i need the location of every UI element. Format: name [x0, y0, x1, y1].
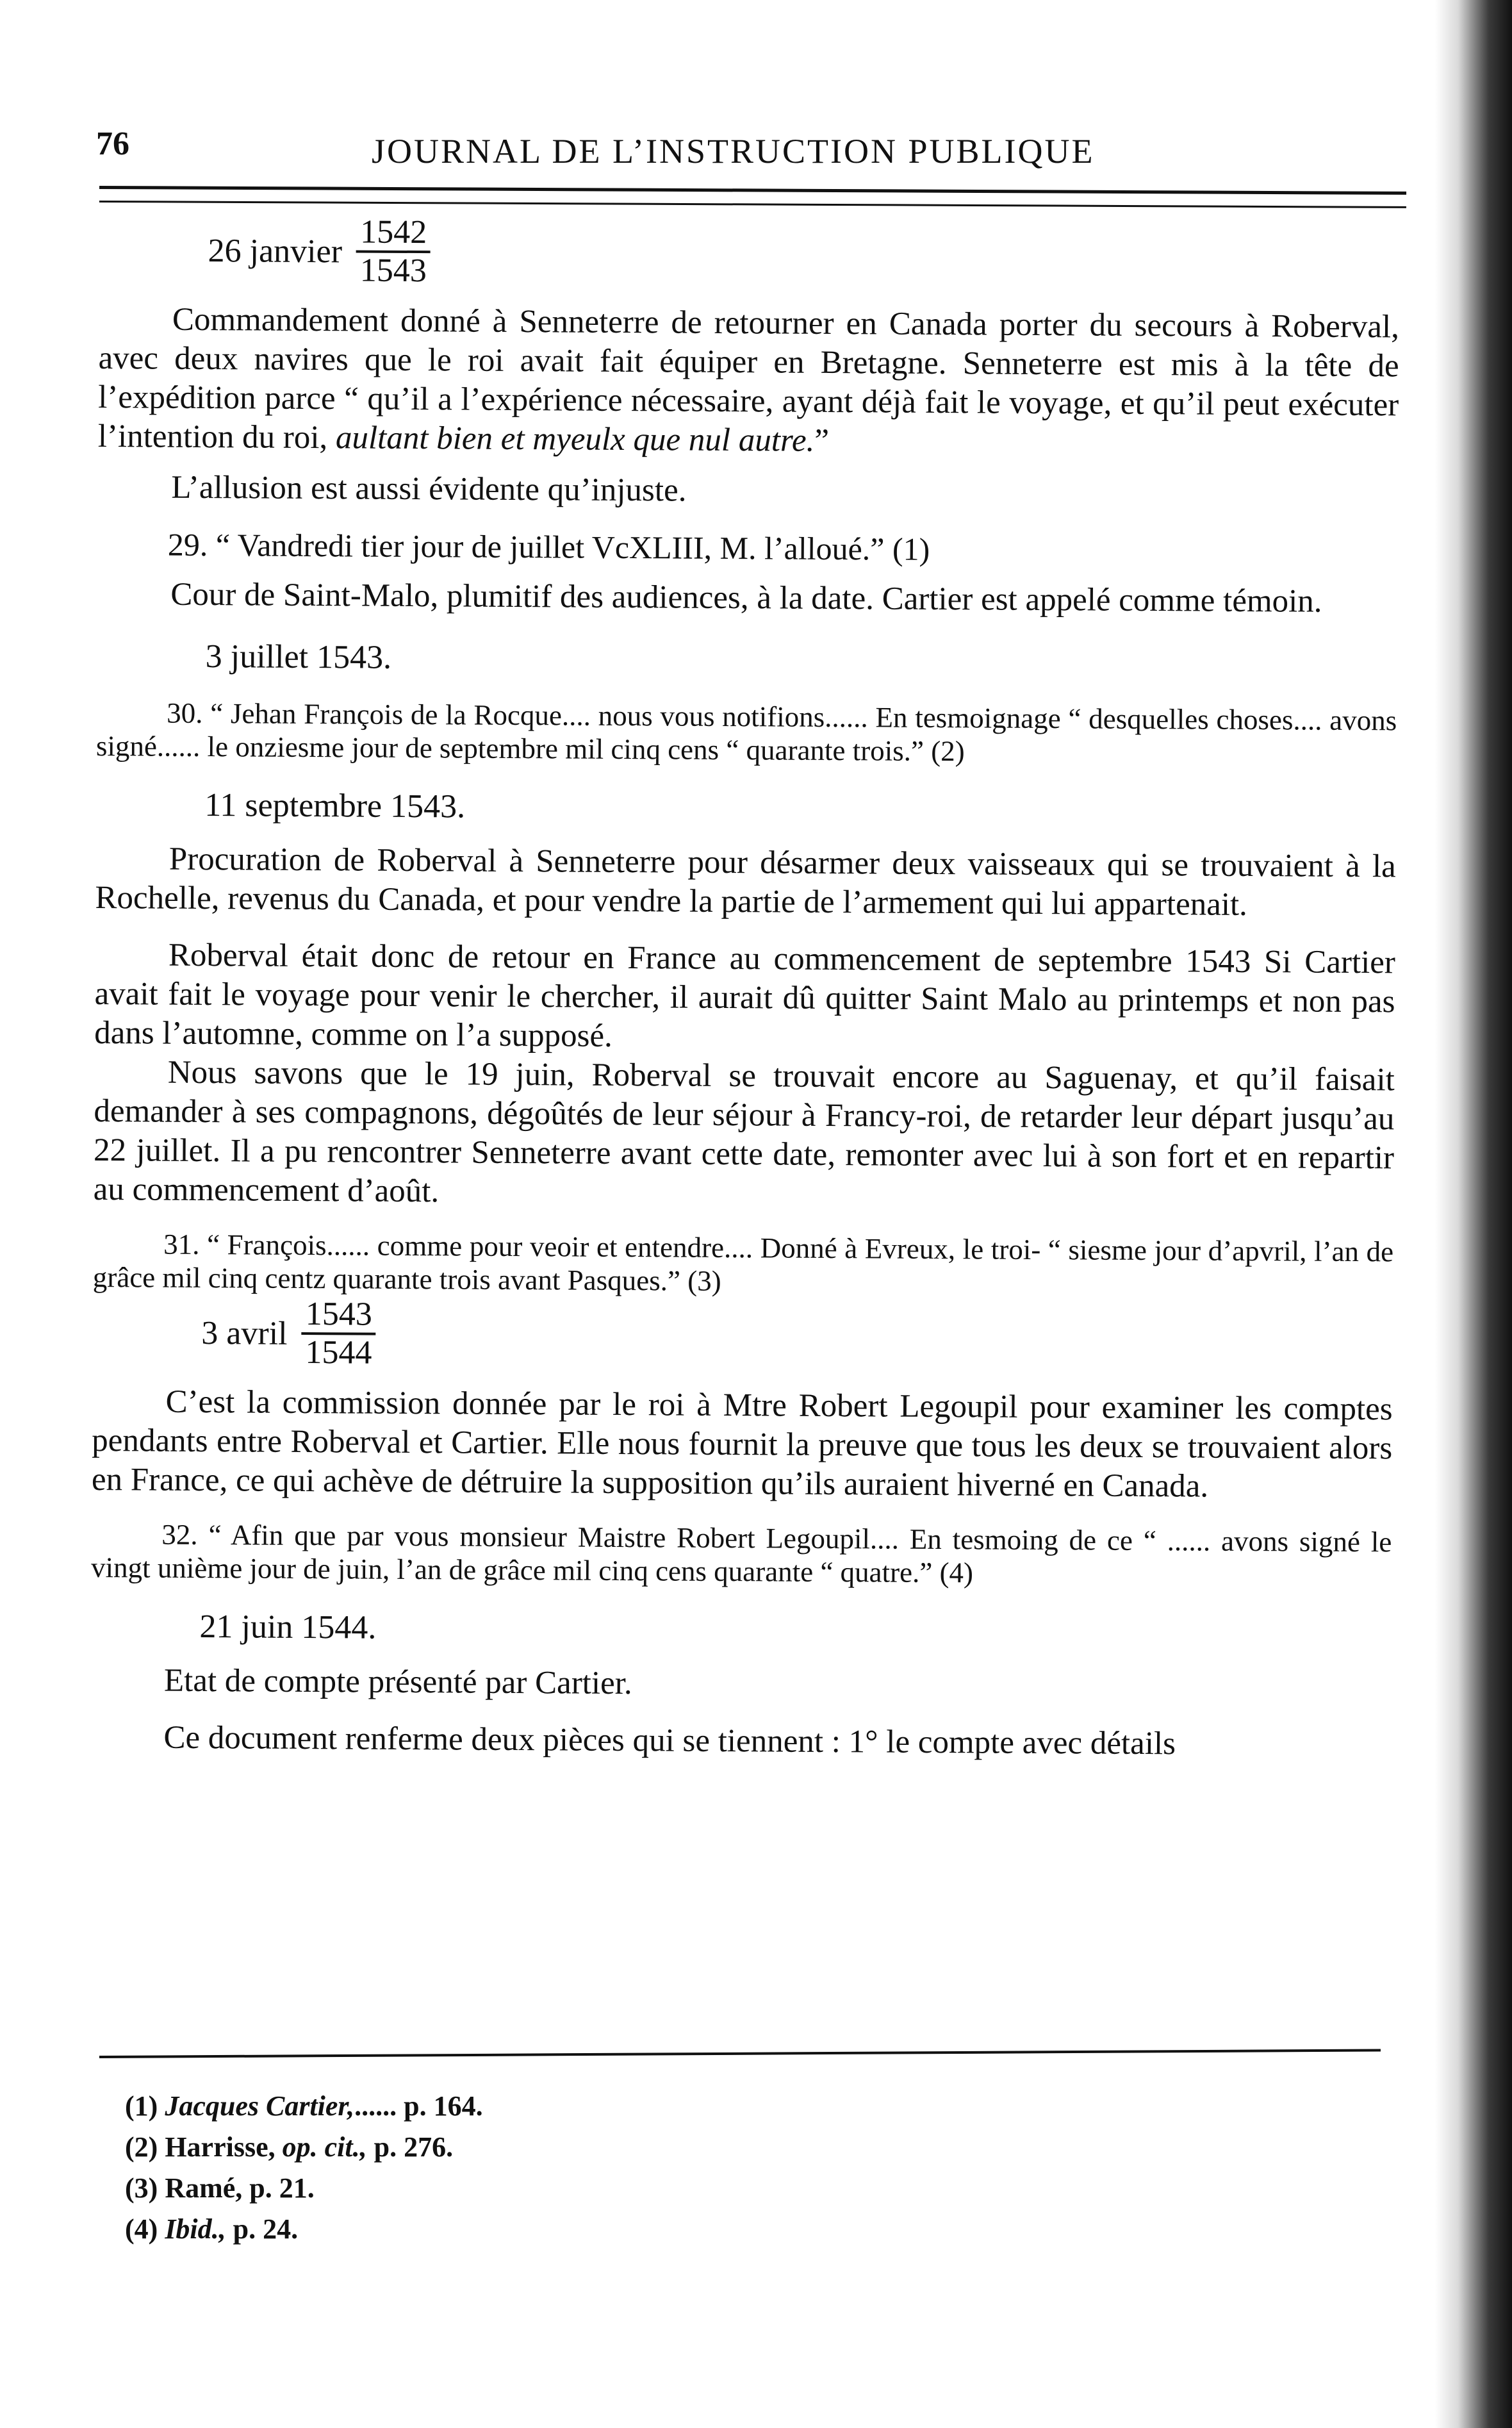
footnote-number: (1)	[125, 2090, 158, 2122]
date-text: 11 septembre 1543.	[204, 786, 466, 825]
document-citation-32: 32. “ Afin que par vous monsieur Maistre Robert Legoupil.... En tesmoing de ce “ ...... avons signé le vingt unième jour de juin, l’an de grâce mil cinq cens quarante “ quatre.” (4)	[90, 1518, 1392, 1589]
date-text: 21 juin 1544.	[199, 1608, 377, 1646]
body-text	[90, 211, 1400, 1765]
footnote-text: p. 24.	[233, 2213, 299, 2245]
date-heading	[199, 1604, 1391, 1656]
header-double-rule	[99, 186, 1406, 208]
footnote-italic: op. cit.,	[282, 2131, 367, 2163]
paragraph	[98, 300, 1399, 464]
footnotes	[125, 2086, 1342, 2250]
paragraph: Nous savons que le 19 juin, Roberval se trouvait encore au Saguenay, et qu’il faisait demander à ses compagnons, dégoûtés de leur séjour à Francy-roi, de retarder leur départ jusqu’au 22 juillet. Il a pu rencontrer Senneterre avant cette date, remonter avec lui à son fort et en repartir au commencement d’août.	[93, 1054, 1395, 1210]
footnote-text: Ramé, p. 21.	[165, 2172, 315, 2204]
footnote-italic: Ibid.,	[165, 2213, 226, 2245]
paragraph: C’est la commission donnée par le roi à Mtre Robert Legoupil pour examiner les comptes pendants entre Roberval et Cartier. Elle nous fournit la preuve que tous les deux se trouvaient alors en France, ce qui achève de détruire la supposition qu’ils auraient hiverné en Canada.	[91, 1383, 1393, 1505]
date-heading	[206, 634, 1397, 686]
footnote-4	[125, 2209, 1342, 2250]
footnote-number: (2)	[125, 2131, 158, 2163]
paragraph-text: Commandement donné à Senneterre de retourner en Canada porter du secours à Roberval, avec deux navires que le roi avait fait équiper en Bretagne. Senneterre est mis à la tête de l’expédition parce “ qu’il a l’expérience nécessaire, ayant déjà fait le voyage, et qu’il peut exécuter l’intention du roi,	[97, 301, 1400, 456]
document-citation-29: 29. “ Vandredi tier jour de juillet VcXLIII, M. l’alloué.” (1)	[167, 526, 930, 567]
footnote-number: (4)	[125, 2213, 158, 2245]
paragraph: Cour de Saint-Malo, plumitif des audiences, à la date. Cartier est appelé comme témoin.	[170, 576, 1322, 620]
date-year-fraction	[356, 214, 431, 289]
paragraph: Etat de compte présenté par Cartier.	[163, 1662, 632, 1702]
footnote-3	[125, 2168, 1342, 2209]
footnote-text: ...... p. 164.	[354, 2090, 483, 2122]
date-heading	[208, 212, 1400, 296]
date-day: 26 janvier	[208, 232, 343, 270]
page-header	[96, 119, 1397, 176]
fraction-numerator: 1543	[305, 1295, 372, 1333]
footnote-text: Harrisse,	[165, 2131, 275, 2163]
paragraph: Roberval était donc de retour en France au commencement de septembre 1543 Si Cartier avait fait le voyage pour venir le chercher, il aurait dû quitter Saint Malo au printemps et non pas dans l’automne, comme on l’a supposé.	[94, 937, 1396, 1054]
fraction-denominator: 1543	[356, 250, 431, 289]
paragraph: Ce document renferme deux pièces qui se tiennent : 1° le compte avec détails	[163, 1719, 1176, 1762]
footnote-number: (3)	[125, 2172, 158, 2204]
footnote-italic: Jacques Cartier,	[165, 2090, 355, 2122]
date-text: 3 juillet 1543.	[205, 638, 392, 676]
date-heading	[201, 1294, 1393, 1378]
footnote-2	[125, 2127, 1342, 2168]
page-number: 76	[96, 126, 129, 162]
document-citation-30: 30. “ Jehan François de la Rocque.... nous vous notifions...... En tesmoignage “ desquelles choses.... avons signé...... le onziesme jour de septembre mil cinq cens “ quarante trois.” (2)	[95, 697, 1397, 768]
running-title: JOURNAL DE L’INSTRUCTION PUBLIQUE	[372, 132, 1095, 170]
date-heading	[204, 782, 1396, 834]
paragraph: Procuration de Roberval à Senneterre pour désarmer deux vaisseaux qui se trouvaient à la Rochelle, revenus du Canada, et pour vendre la partie de l’armement qui lui appartenait.	[95, 841, 1396, 923]
date-day: 3 avril	[201, 1314, 288, 1352]
fraction-numerator: 1542	[360, 213, 427, 251]
page-edge-shadow	[1435, 0, 1512, 2428]
footnote-text: p. 276.	[374, 2131, 454, 2163]
paragraph: L’allusion est aussi évidente qu’injuste.	[171, 469, 687, 509]
date-year-fraction	[301, 1296, 376, 1371]
document-citation-31: 31. “ François...... comme pour veoir et entendre.... Donné à Evreux, le troi- “ siesme jour d’apvril, l’an de grâce mil cinq centz quarante trois avant Pasques.” (3)	[92, 1228, 1394, 1297]
footnote-rule	[99, 2049, 1381, 2058]
paragraph-quote-close: ”	[814, 422, 830, 459]
paragraph-italic-quote: aultant bien et myeulx que nul autre.	[335, 420, 815, 459]
footnote-1	[125, 2086, 1342, 2127]
fraction-denominator: 1544	[301, 1332, 375, 1371]
